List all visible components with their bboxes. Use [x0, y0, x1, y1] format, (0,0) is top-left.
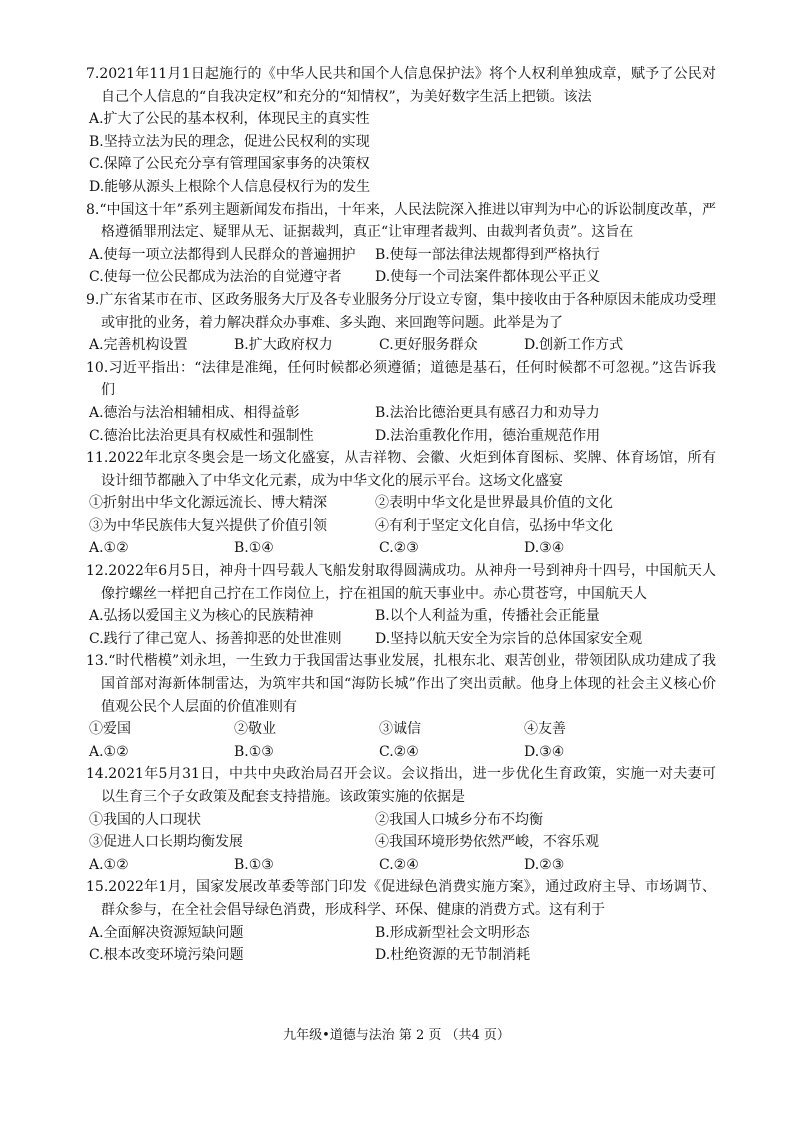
question-12: [86, 560, 716, 650]
option-row: [86, 922, 716, 945]
question-stem: 15.2022年1月，国家发展改革委等部门印发《促进绿色消费实施方案》，通过政府主导、市场调节、群众参与，在全社会倡导绿色消费，形成科学、环保、健康的消费方式。这有利于: [86, 879, 716, 918]
option-d: D.使每一个司法案件都体现公平正义: [375, 269, 601, 286]
option-row: [86, 854, 716, 877]
question-stem: 8.“中国这十年”系列主题新闻发布指出，十年来，人民法院深入推进以审判为中心的诉讼制度改革，严格遵循罪刑法定、疑罪从无、证据裁判，真正“让审理者裁判、由裁判者负责”。这旨在: [86, 201, 716, 241]
option-d: D.杜绝资源的无节制消耗: [375, 947, 531, 964]
option-row: [86, 334, 716, 357]
statement-row: [86, 809, 716, 832]
statement-2: ②表明中华文化是世界最具价值的文化: [375, 495, 613, 512]
option-c: C.德治比法治更具有权威性和强制性: [89, 427, 314, 444]
statement-1: ①我国的人口现状: [89, 811, 201, 828]
question-10: [86, 357, 716, 447]
option-a: A.弘扬以爱国主义为核心的民族精神: [89, 608, 314, 625]
statement-4: ④有利于坚定文化自信，弘扬中华文化: [375, 517, 613, 534]
statement-2: ②我国人口城乡分布不均衡: [375, 811, 543, 828]
statement-row: [86, 718, 716, 741]
option-d: D.创新工作方式: [524, 337, 624, 354]
option-row: [86, 605, 716, 628]
statement-3: ③为中华民族伟大复兴提供了价值引领: [89, 517, 327, 534]
question-stem: 10.习近平指出：“法律是准绳，任何时候都必须遵循；道德是基石，任何时候都不可忽视。”这告诉我们: [86, 359, 716, 399]
statement-3: ③诚信: [379, 721, 421, 738]
question-15: [86, 876, 716, 966]
page-footer: 九年级•道德与法治 第 2 页 （共4 页）: [283, 1028, 510, 1043]
statement-4: ④友善: [524, 721, 566, 738]
option-c: C.②④: [379, 856, 419, 873]
statement-1: ①折射出中华文化源远流长、博大精深: [89, 495, 327, 512]
option-c: C.更好服务群众: [379, 337, 478, 354]
option-c: C.践行了律己宽人、扬善抑恶的处世准则: [89, 630, 342, 647]
question-stem: 13.“时代楷模”刘永坦，一生致力于我国雷达事业发展，扎根东北、艰苦创业，带领团队成功建成了我国首部对海新体制雷达，为筑牢共和国“海防长城”作出了突出贡献。他身上体现的社会主义核心价值观公民个人层面的价值准则有: [86, 653, 716, 715]
question-7: [86, 63, 716, 199]
option-c: C.②③: [379, 540, 419, 557]
option-a: A.德治与法治相辅相成、相得益彰: [89, 404, 300, 421]
option-d: D.坚持以航天安全为宗旨的总体国家安全观: [375, 630, 643, 647]
option-row: [86, 425, 716, 448]
question-stem: 9.广东省某市在市、区政务服务大厅及各专业服务分厅设立专窗，集中接收由于各种原因未能成功受理或审批的业务，着力解决群众办事难、多头跑、来回跑等问题。此举是为了: [86, 291, 716, 331]
question-stem: 11.2022年北京冬奥会是一场文化盛宴，从吉祥物、会徽、火炬到体育图标、奖牌、体育场馆，所有设计细节都融入了中华文化元素，成为中华文化的展示平台。这场文化盛宴: [86, 450, 716, 489]
option-d: D.能够从源头上根除个人信息侵权行为的发生: [89, 178, 371, 195]
question-9: [86, 289, 716, 357]
option-a: A.①②: [89, 743, 129, 760]
statement-row: [86, 515, 716, 538]
option-row: [86, 741, 716, 764]
question-14: [86, 763, 716, 876]
option-b: B.①③: [234, 743, 274, 760]
statement-row: [86, 831, 716, 854]
statement-4: ④我国环境形势依然严峻，不容乐观: [375, 834, 599, 851]
statement-row: [86, 492, 716, 515]
option-row: [86, 402, 716, 425]
option-row: [86, 944, 716, 967]
option-c: C.②④: [379, 743, 419, 760]
option-c: C.使每一位公民都成为法治的自觉遵守者: [89, 269, 342, 286]
statement-2: ②敬业: [234, 721, 276, 738]
option-row: [86, 244, 716, 267]
question-list: [86, 63, 716, 967]
question-stem: 14.2021年5月31日，中共中央政治局召开会议。会议指出，进一步优化生育政策，实施一对夫妻可以生育三个子女政策及配套支持措施。该政策实施的依据是: [86, 766, 716, 805]
option-row: [86, 266, 716, 289]
question-8: [86, 199, 716, 289]
option-b: B.以个人利益为重，传播社会正能量: [375, 608, 600, 625]
option-d: D.③④: [524, 743, 565, 760]
question-stem: 12.2022年6月5日，神舟十四号载人飞船发射取得圆满成功。从神舟一号到神舟十四号，中国航天人像拧螺丝一样把自己拧在工作岗位上，拧在祖国的航天事业中。赤心贯苍穹，中国航天人: [86, 563, 716, 602]
option-b: B.①④: [234, 540, 274, 557]
option-a: A.①②: [89, 856, 129, 873]
option-d: D.法治重教化作用，德治重规范作用: [375, 427, 601, 444]
statement-1: ①爱国: [89, 721, 131, 738]
option-b: B.①③: [234, 856, 274, 873]
option-a: A.①②: [89, 540, 129, 557]
option-a: A.全面解决资源短缺问题: [89, 924, 244, 941]
question-13: [86, 650, 716, 763]
option-d: D.②③: [524, 856, 565, 873]
statement-3: ③促进人口长期均衡发展: [89, 834, 243, 851]
question-11: [86, 447, 716, 560]
option-b: B.扩大政府权力: [234, 337, 333, 354]
question-stem: 7.2021年11月1日起施行的《中华人民共和国个人信息保护法》将个人权利单独成章，赋予了公民对自己个人信息的“自我决定权”和充分的“知情权”，为美好数字生活上把锁。该法: [86, 66, 716, 105]
option-row: [86, 628, 716, 651]
option-a: A.使每一项立法都得到人民群众的普遍拥护: [89, 246, 356, 263]
option-row: [86, 537, 716, 560]
option-b: B.法治比德治更具有感召力和劝导力: [375, 404, 600, 421]
option-b: B.坚持立法为民的理念，促进公民权利的实现: [89, 133, 370, 150]
option-a: A.完善机构设置: [89, 337, 188, 354]
option-c: C.根本改变环境污染问题: [89, 947, 244, 964]
option-c: C.保障了公民充分享有管理国家事务的决策权: [89, 156, 370, 173]
option-b: B.使每一部法律法规都得到严格执行: [375, 246, 600, 263]
option-b: B.形成新型社会文明形态: [375, 924, 530, 941]
option-d: D.③④: [524, 540, 565, 557]
option-a: A.扩大了公民的基本权利，体现民主的真实性: [89, 111, 370, 128]
